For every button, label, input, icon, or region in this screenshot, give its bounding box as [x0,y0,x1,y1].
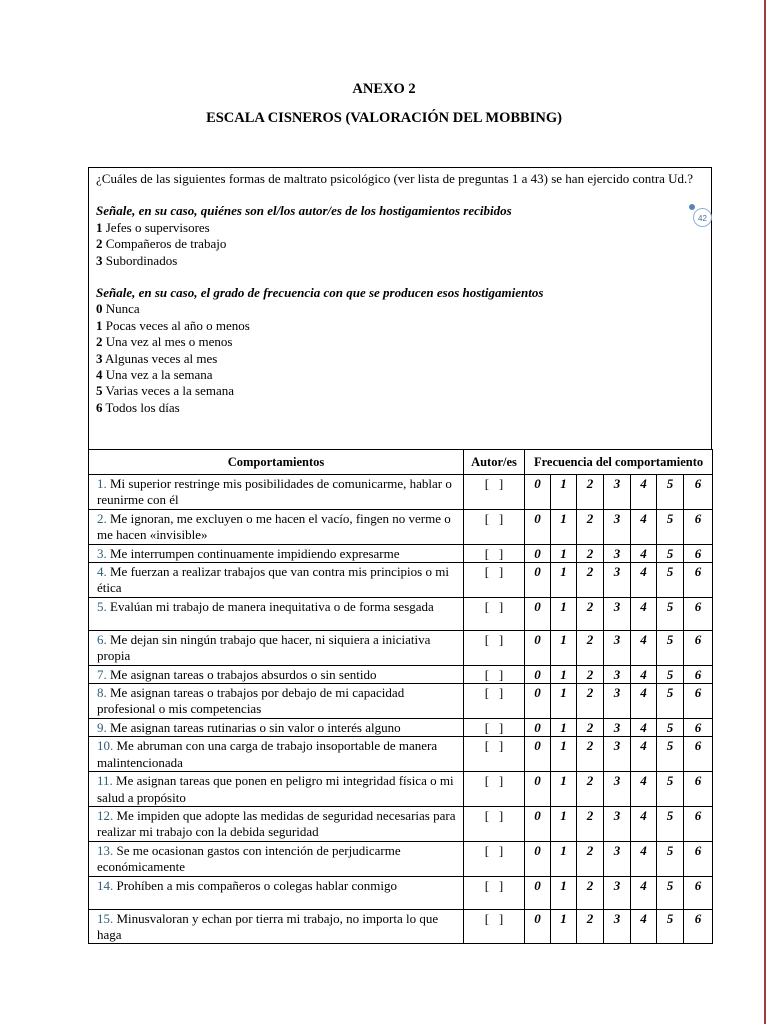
frequency-option-1[interactable]: 1 [551,630,577,665]
behaviour-cell [89,718,464,736]
frequency-option-6[interactable]: 6 [684,737,713,772]
annex-title: ANEXO 2 [352,81,416,97]
frequency-option-1[interactable]: 1 [551,665,577,683]
frequency-option-2[interactable]: 2 [577,737,604,772]
behaviour-column-header: Comportamientos [89,450,464,475]
frequency-option-6[interactable]: 6 [684,909,713,944]
frequency-option-3[interactable]: 3 [604,597,631,630]
behaviour-number: 8. [97,685,107,701]
frequency-option-0[interactable]: 0 [525,563,551,598]
page-edge-rule [764,0,766,1024]
frequency-option-3[interactable]: 3 [604,665,631,683]
frequency-option-3[interactable]: 3 [604,841,631,876]
behaviour-number: 14. [97,877,114,893]
frequency-option-0[interactable]: 0 [525,630,551,665]
frequency-option-6[interactable]: 6 [684,718,713,736]
frequency-option-number: 0 [96,301,103,317]
behaviour-cell [89,563,464,598]
table-row [89,718,713,736]
frequency-option-5[interactable]: 5 [657,665,684,683]
frequency-option-4[interactable]: 4 [631,630,657,665]
author-option [96,253,705,269]
table-row [89,630,713,665]
table-row [89,597,713,630]
author-checkbox[interactable]: [ ] [464,737,525,772]
frequency-option-0[interactable]: 0 [525,909,551,944]
behaviour-text: Me asignan tareas que ponen en peligro mi integridad física o mi salud a propósito [97,773,454,805]
author-checkbox[interactable]: [ ] [464,841,525,876]
behaviour-text: Me interrumpen continuamente impidiendo expresarme [110,545,400,561]
frequency-option-0[interactable]: 0 [525,841,551,876]
frequency-option-1[interactable]: 1 [551,509,577,544]
behaviour-text: Me asignan tareas o trabajos absurdos o sin sentido [110,666,377,682]
author-option-label: Compañeros de trabajo [105,236,227,252]
frequency-option-1[interactable]: 1 [551,841,577,876]
author-checkbox[interactable]: [ ] [464,909,525,944]
table-row [89,876,713,909]
frequency-option-5[interactable]: 5 [657,841,684,876]
behaviour-text: Me impiden que adopte las medidas de seguridad necesarias para realizar mi trabajo con la debida seguridad [97,807,456,840]
frequency-option-6[interactable]: 6 [684,563,713,598]
frequency-option [96,383,705,399]
frequency-option-3[interactable]: 3 [604,909,631,944]
frequency-option-6[interactable]: 6 [684,475,713,510]
frequency-option-2[interactable]: 2 [577,718,604,736]
frequency-option-6[interactable]: 6 [684,806,713,841]
behaviour-number: 3. [97,545,107,561]
frequency-option-1[interactable]: 1 [551,806,577,841]
frequency-option-6[interactable]: 6 [684,509,713,544]
frequency-option-6[interactable]: 6 [684,772,713,807]
author-option-number: 1 [96,219,103,235]
behaviour-number: 13. [97,842,114,858]
frequency-option-1[interactable]: 1 [551,684,577,719]
frequency-option-5[interactable]: 5 [657,718,684,736]
behaviour-text: Me fuerzan a realizar trabajos que van contra mis principios o mi ética [97,564,449,596]
author-option-number: 3 [96,252,103,268]
frequency-option-label: Pocas veces al año o menos [105,317,250,333]
table-header-row [89,450,713,475]
frequency-option-0[interactable]: 0 [525,597,551,630]
main-question: ¿Cuáles de las siguientes formas de maltrato psicológico (ver lista de preguntas 1 a 43) se han ejercido contra Ud.? [96,171,694,186]
frequency-option [96,334,705,350]
behaviour-cell [89,737,464,772]
author-column-header: Autor/es [464,450,525,475]
behaviour-cell [89,475,464,510]
frequency-option-0[interactable]: 0 [525,475,551,510]
behaviour-cell [89,806,464,841]
frequency-option-number: 6 [96,399,103,415]
behaviour-number: 15. [97,910,114,926]
frequency-option-0[interactable]: 0 [525,772,551,807]
frequency-option-1[interactable]: 1 [551,597,577,630]
frequency-option-label: Varias veces a la semana [105,383,235,399]
author-checkbox[interactable]: [ ] [464,806,525,841]
behaviour-number: 7. [97,666,107,682]
frequency-option-4[interactable]: 4 [631,544,657,562]
frequency-option-label: Una vez al mes o menos [105,334,233,350]
frequency-option-3[interactable]: 3 [604,876,631,909]
frequency-option-6[interactable]: 6 [684,630,713,665]
frequency-option-0[interactable]: 0 [525,737,551,772]
frequency-option [96,318,705,334]
frequency-option-4[interactable]: 4 [631,597,657,630]
frequency-option-3[interactable]: 3 [604,772,631,807]
frequency-option-number: 4 [96,367,103,383]
behaviour-text: Evalúan mi trabajo de manera inequitativa o de forma sesgada [110,598,434,614]
frequency-option [96,367,705,383]
frequency-option-number: 5 [96,383,103,399]
frequency-option-1[interactable]: 1 [551,563,577,598]
frequency-option-4[interactable]: 4 [631,841,657,876]
frequency-option-4[interactable]: 4 [631,806,657,841]
author-option-number: 2 [96,236,103,252]
frequency-option-6[interactable]: 6 [684,684,713,719]
author-list [96,220,705,269]
behaviour-text: Me asignan tareas rutinarias o sin valor o interés alguno [110,719,401,735]
behaviour-number: 10. [97,738,114,754]
author-checkbox[interactable]: [ ] [464,718,525,736]
frequency-option-5[interactable]: 5 [657,630,684,665]
frequency-option-3[interactable]: 3 [604,475,631,510]
behaviour-cell [89,509,464,544]
frequency-option-label: Algunas veces al mes [105,350,218,366]
author-checkbox[interactable]: [ ] [464,630,525,665]
author-checkbox[interactable]: [ ] [464,509,525,544]
frequency-option-0[interactable]: 0 [525,509,551,544]
behaviour-cell [89,841,464,876]
table-row [89,563,713,598]
frequency-option-5[interactable]: 5 [657,475,684,510]
page-badge-dot [689,204,695,210]
behaviour-number: 12. [97,807,114,823]
author-option-label: Subordinados [105,252,178,268]
table-row [89,475,713,510]
frequency-option-2[interactable]: 2 [577,772,604,807]
frequency-option-2[interactable]: 2 [577,841,604,876]
frequency-option-2[interactable]: 2 [577,630,604,665]
frequency-option-2[interactable]: 2 [577,475,604,510]
behaviour-cell [89,909,464,944]
author-checkbox[interactable]: [ ] [464,597,525,630]
frequency-option-4[interactable]: 4 [631,684,657,719]
frequency-option-2[interactable]: 2 [577,509,604,544]
author-option-label: Jefes o supervisores [105,219,210,235]
author-checkbox[interactable]: [ ] [464,876,525,909]
frequency-option-5[interactable]: 5 [657,876,684,909]
behaviour-text: Me asignan tareas o trabajos por debajo de mi capacidad profesional o mis competencias [97,685,405,717]
author-checkbox[interactable]: [ ] [464,544,525,562]
behaviour-text: Minusvaloran y echan por tierra mi trabajo, no importa lo que haga [97,910,439,942]
frequency-option-2[interactable]: 2 [577,806,604,841]
frequency-option-5[interactable]: 5 [657,772,684,807]
frequency-option-3[interactable]: 3 [604,630,631,665]
frequency-option-1[interactable]: 1 [551,544,577,562]
frequency-option-5[interactable]: 5 [657,684,684,719]
frequency-option-2[interactable]: 2 [577,909,604,944]
frequency-option-4[interactable]: 4 [631,909,657,944]
table-row [89,806,713,841]
frequency-option-4[interactable]: 4 [631,718,657,736]
behaviour-table [88,449,713,944]
frequency-option-0[interactable]: 0 [525,684,551,719]
table-row [89,909,713,944]
behaviour-cell [89,684,464,719]
author-checkbox[interactable]: [ ] [464,475,525,510]
frequency-option-2[interactable]: 2 [577,597,604,630]
frequency-option-0[interactable]: 0 [525,665,551,683]
author-option [96,236,705,252]
frequency-option [96,400,705,416]
frequency-option-6[interactable]: 6 [684,876,713,909]
frequency-option-2[interactable]: 2 [577,876,604,909]
frequency-option-5[interactable]: 5 [657,806,684,841]
frequency-option-5[interactable]: 5 [657,544,684,562]
frequency-option-5[interactable]: 5 [657,909,684,944]
frequency-option-1[interactable]: 1 [551,737,577,772]
frequency-option-3[interactable]: 3 [604,737,631,772]
frequency-option-5[interactable]: 5 [657,563,684,598]
frequency-option-number: 1 [96,317,103,333]
scale-title: ESCALA CISNEROS (VALORACIÓN DEL MOBBING) [206,110,562,126]
behaviour-text: Me abruman con una carga de trabajo insoportable de manera malintencionada [97,738,438,770]
frequency-heading: Señale, en su caso, el grado de frecuencia con que se producen esos hostigamientos [96,285,544,301]
frequency-option-3[interactable]: 3 [604,806,631,841]
frequency-option-1[interactable]: 1 [551,718,577,736]
frequency-option-5[interactable]: 5 [657,597,684,630]
table-row [89,665,713,683]
frequency-option-0[interactable]: 0 [525,806,551,841]
frequency-option-3[interactable]: 3 [604,509,631,544]
frequency-option-4[interactable]: 4 [631,737,657,772]
author-option [96,220,705,236]
frequency-option-number: 2 [96,334,103,350]
frequency-option-4[interactable]: 4 [631,475,657,510]
author-checkbox[interactable]: [ ] [464,665,525,683]
behaviour-text: Me dejan sin ningún trabajo que hacer, ni siquiera a iniciativa propia [97,631,431,664]
behaviour-cell [89,630,464,665]
table-row [89,544,713,562]
frequency-option-4[interactable]: 4 [631,509,657,544]
behaviour-cell [89,597,464,630]
frequency-option-4[interactable]: 4 [631,772,657,807]
frequency-option-1[interactable]: 1 [551,772,577,807]
table-row [89,841,713,876]
frequency-option-6[interactable]: 6 [684,597,713,630]
frequency-option-number: 3 [96,350,103,366]
frequency-option-label: Una vez a la semana [105,367,213,383]
frequency-option-3[interactable]: 3 [604,544,631,562]
frequency-option-5[interactable]: 5 [657,509,684,544]
frequency-option-4[interactable]: 4 [631,665,657,683]
behaviour-cell [89,876,464,909]
instructions-box [88,167,712,449]
frequency-option-0[interactable]: 0 [525,876,551,909]
frequency-list [96,301,705,416]
frequency-option [96,301,705,317]
frequency-option-2[interactable]: 2 [577,563,604,598]
frequency-option [96,351,705,367]
frequency-option-2[interactable]: 2 [577,665,604,683]
frequency-option-0[interactable]: 0 [525,544,551,562]
author-heading: Señale, en su caso, quiénes son el/los autor/es de los hostigamientos recibidos [96,203,512,219]
behaviour-text: Prohíben a mis compañeros o colegas hablar conmigo [116,877,398,893]
author-checkbox[interactable]: [ ] [464,772,525,807]
table-row [89,772,713,807]
behaviour-number: 6. [97,631,107,647]
frequency-option-6[interactable]: 6 [684,665,713,683]
behaviour-number: 2. [97,510,107,526]
frequency-option-6[interactable]: 6 [684,841,713,876]
frequency-option-6[interactable]: 6 [684,544,713,562]
page-number-badge: 42 [693,208,712,227]
frequency-option-4[interactable]: 4 [631,563,657,598]
frequency-option-1[interactable]: 1 [551,909,577,944]
frequency-option-1[interactable]: 1 [551,475,577,510]
behaviour-number: 5. [97,598,107,614]
behaviour-cell [89,665,464,683]
behaviour-text: Se me ocasionan gastos con intención de perjudicarme económicamente [97,842,401,875]
frequency-option-3[interactable]: 3 [604,718,631,736]
table-row [89,509,713,544]
frequency-option-4[interactable]: 4 [631,876,657,909]
frequency-option-3[interactable]: 3 [604,563,631,598]
behaviour-number: 9. [97,719,107,735]
frequency-option-0[interactable]: 0 [525,718,551,736]
table-row [89,684,713,719]
behaviour-cell [89,544,464,562]
behaviour-number: 4. [97,564,107,580]
behaviour-number: 11. [97,773,113,789]
behaviour-number: 1. [97,476,107,491]
frequency-option-3[interactable]: 3 [604,684,631,719]
table-row [89,737,713,772]
frequency-option-5[interactable]: 5 [657,737,684,772]
frequency-option-2[interactable]: 2 [577,684,604,719]
frequency-option-2[interactable]: 2 [577,544,604,562]
frequency-column-header: Frecuencia del comportamiento [525,450,713,475]
frequency-option-label: Todos los días [105,399,180,415]
author-checkbox[interactable]: [ ] [464,684,525,719]
frequency-option-label: Nunca [105,301,140,317]
behaviour-text: Mi superior restringe mis posibilidades de comunicarme, hablar o reunirme con él [97,476,452,508]
behaviour-text: Me ignoran, me excluyen o me hacen el vacío, fingen no verme o me hacen «invisible» [97,510,451,543]
behaviour-cell [89,772,464,807]
frequency-option-1[interactable]: 1 [551,876,577,909]
author-checkbox[interactable]: [ ] [464,563,525,598]
